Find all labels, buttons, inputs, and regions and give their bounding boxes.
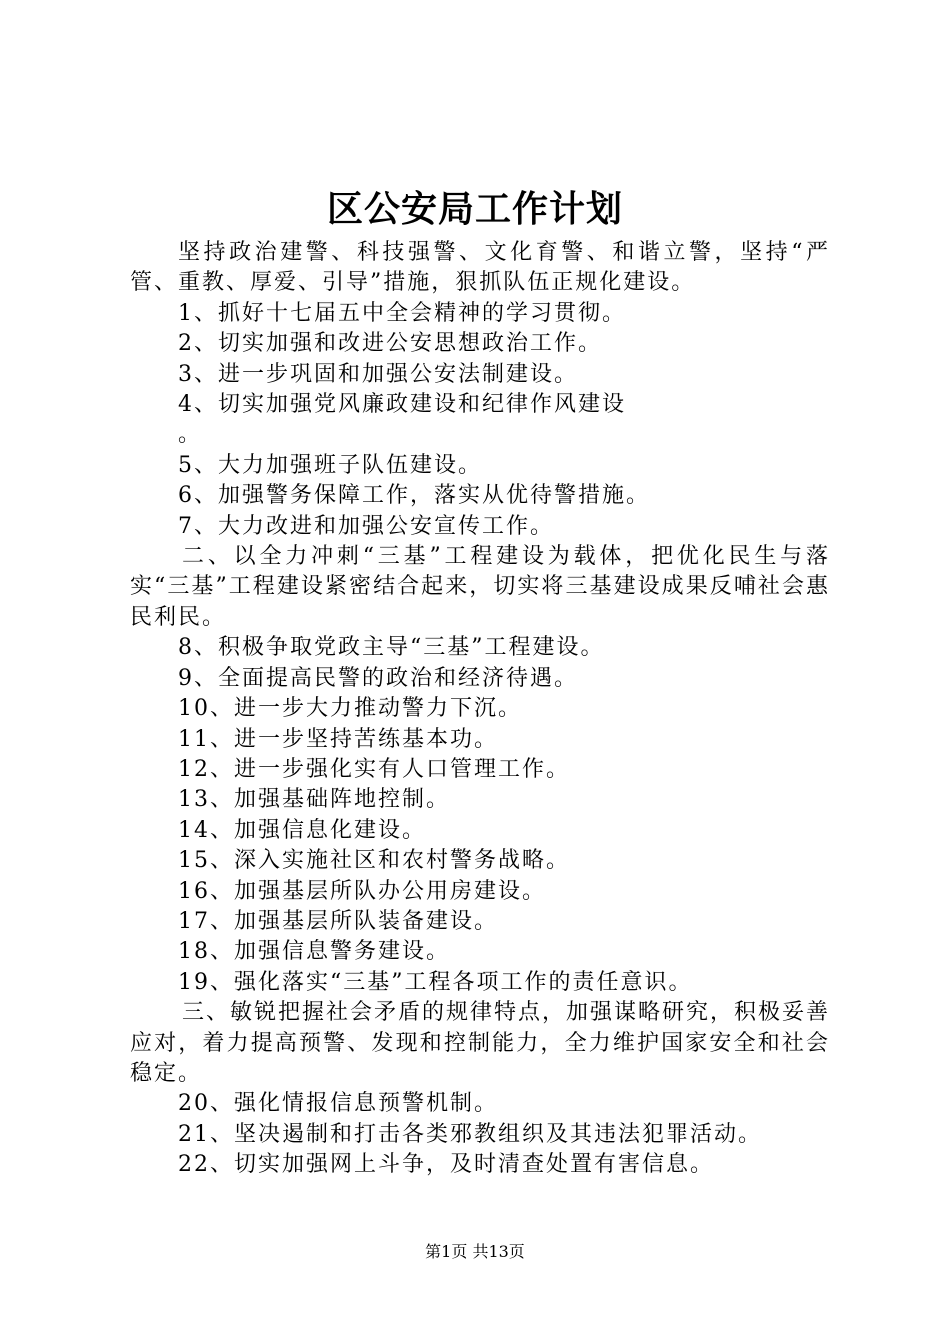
list-item: 21、坚决遏制和打击各类邪教组织及其违法犯罪活动。 — [178, 1121, 762, 1147]
section-two-paragraph: 二、以全力冲刺“三基”工程建设为载体，把优化民生与落实“三基”工程建设紧密结合起来，切实将三基建设成果反哺社会惠民利民。 — [130, 544, 830, 630]
section-three-paragraph: 三、敏锐把握社会矛盾的规律特点，加强谋略研究，积极妥善应对，着力提高预警、发现和控制能力，全力维护国家安全和社会稳定。 — [130, 1000, 831, 1086]
list-item: 2、切实加强和改进公安思想政治工作。 — [178, 331, 602, 357]
list-item: 1、抓好十七届五中全会精神的学习贯彻。 — [178, 300, 626, 326]
list-item: 22、切实加强网上斗争，及时清查处置有害信息。 — [178, 1152, 714, 1178]
page-title: 区公安局工作计划 — [326, 188, 623, 230]
list-item: 15、深入实施社区和农村警务战略。 — [178, 848, 570, 874]
list-item: 14、加强信息化建设。 — [178, 817, 426, 843]
list-item: 7、大力改进和加强公安宣传工作。 — [178, 513, 554, 539]
page-number-footer: 第1页 共13页 — [425, 1242, 525, 1261]
list-item: 5、大力加强班子队伍建设。 — [178, 452, 482, 478]
list-item: 19、强化落实“三基”工程各项工作的责任意识。 — [178, 969, 693, 995]
list-item: 10、进一步大力推动警力下沉。 — [178, 696, 522, 722]
list-item: 4、切实加强党风廉政建设和纪律作风建设 — [178, 392, 626, 418]
list-item: 8、积极争取党政主导“三基”工程建设。 — [178, 635, 605, 661]
list-item: 3、进一步巩固和加强公安法制建设。 — [178, 361, 578, 387]
intro-paragraph: 坚持政治建警、科技强警、文化育警、和谐立警，坚持“严管、重教、厚爱、引导”措施，狠抓队伍正规化建设。 — [130, 240, 830, 296]
list-item: 20、强化情报信息预警机制。 — [178, 1091, 498, 1117]
list-item: 13、加强基础阵地控制。 — [178, 787, 450, 813]
list-item: 11、进一步坚持苦练基本功。 — [178, 726, 498, 752]
list-item: 17、加强基层所队装备建设。 — [178, 908, 498, 934]
list-item: 9、全面提高民警的政治和经济待遇。 — [178, 665, 578, 691]
document-body — [130, 238, 830, 1181]
list-item: 16、加强基层所队办公用房建设。 — [178, 878, 546, 904]
list-item: 18、加强信息警务建设。 — [178, 939, 450, 965]
list-item: 。 — [178, 422, 203, 448]
list-item: 6、加强警务保障工作，落实从优待警措施。 — [178, 483, 650, 509]
list-item: 12、进一步强化实有人口管理工作。 — [178, 756, 570, 782]
